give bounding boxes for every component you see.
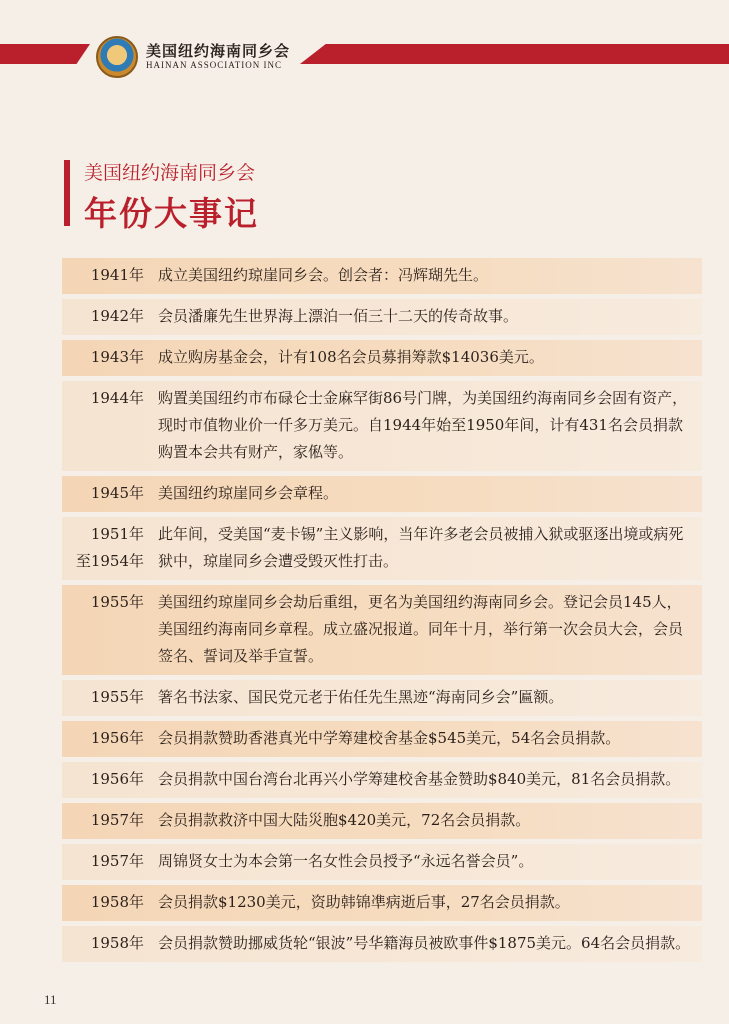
timeline-row — [62, 585, 702, 675]
event-year: 1942年 — [90, 307, 144, 325]
event-year: 1945年 — [90, 484, 144, 502]
event-year: 1955年 — [90, 688, 144, 706]
timeline-row — [62, 299, 702, 335]
event-description: 美国纽约琼崖同乡会劫后重组，更名为美国纽约海南同乡会。登记会员145人，美国纽约海南同乡章程。成立盛况报道。同年十月，举行第一次会员大会，会员签名、誓词及举手宣誓。 — [158, 593, 684, 665]
event-description: 会员捐款救济中国大陆災胞$420美元，72名会员捐款。 — [158, 811, 531, 829]
event-description: 箸名书法家、国民党元老于佑任先生黑迹“海南同乡会”匾额。 — [158, 688, 564, 706]
section-subtitle: 美国纽约海南同乡会 — [84, 162, 256, 184]
org-name-chinese: 美国纽约海南同乡会 — [146, 42, 291, 60]
page-title: 年份大事记 — [84, 194, 259, 233]
timeline-row — [62, 258, 702, 294]
event-year: 1955年 — [90, 593, 144, 611]
event-description: 会员捐款中国台湾台北再兴小学筹建校舍基金赞助$840美元，81名会员捐款。 — [158, 770, 681, 788]
event-description: 此年间，受美国“麦卡锡”主义影响，当年许多老会员被捕入狱或驱逐出境或病死狱中，琼崖同乡会遭受毁灭性打击。 — [158, 525, 684, 570]
event-year: 1958年 — [90, 934, 144, 952]
event-description: 会员捐款赞助挪威货轮“银波”号华籍海员被欧事件$1875美元。64名会员捐款。 — [158, 934, 691, 952]
timeline-list — [62, 258, 702, 967]
timeline-row — [62, 381, 702, 471]
org-name-english: HAINAN ASSOCIATION INC — [146, 60, 283, 70]
event-year: 1958年 — [90, 893, 144, 911]
timeline-row — [62, 340, 702, 376]
event-year: 1956年 — [90, 729, 144, 747]
timeline-row — [62, 803, 702, 839]
event-year: 1957年 — [90, 852, 144, 870]
header-band-right — [300, 44, 729, 64]
timeline-row — [62, 885, 702, 921]
timeline-row — [62, 476, 702, 512]
event-year: 1944年 — [90, 389, 144, 407]
timeline-row — [62, 721, 702, 757]
event-description: 成立购房基金会，计有108名会员募捐筹款$14036美元。 — [158, 348, 544, 366]
header-band-left — [0, 44, 90, 64]
timeline-row — [62, 517, 702, 580]
event-description: 成立美国纽约琼崖同乡会。创会者：冯辉瑚先生。 — [158, 266, 489, 284]
association-logo-icon — [96, 36, 138, 78]
event-description: 美国纽约琼崖同乡会章程。 — [158, 484, 339, 502]
timeline-row — [62, 762, 702, 798]
event-year: 1951年 至1954年 — [75, 525, 144, 570]
event-description: 会员捐款$1230美元，资助韩锦凖病逝后事，27名会员捐款。 — [158, 893, 570, 911]
timeline-row — [62, 926, 702, 962]
timeline-row — [62, 844, 702, 880]
title-accent-bar — [64, 160, 70, 226]
event-year: 1956年 — [90, 770, 144, 788]
event-description: 周锦贤女士为本会第一名女性会员授予“永远名誉会员”。 — [158, 852, 534, 870]
event-year: 1957年 — [90, 811, 144, 829]
event-year: 1943年 — [90, 348, 144, 366]
event-description: 会员潘廉先生世界海上漂泊一佰三十二天的传奇故事。 — [158, 307, 519, 325]
event-description: 购置美国纽约市布碌仑士金麻罕街86号门牌，为美国纽约海南同乡会固有资产，现时市值物业价一仟多万美元。自1944年始至1950年间，计有431名会员捐款购置本会共有财产，家俬等。 — [158, 389, 688, 461]
event-year: 1941年 — [90, 266, 144, 284]
event-description: 会员捐款赞助香港真光中学筹建校舍基金$545美元，54名会员捐款。 — [158, 729, 621, 747]
timeline-row — [62, 680, 702, 716]
page-number: 11 — [44, 992, 57, 1007]
